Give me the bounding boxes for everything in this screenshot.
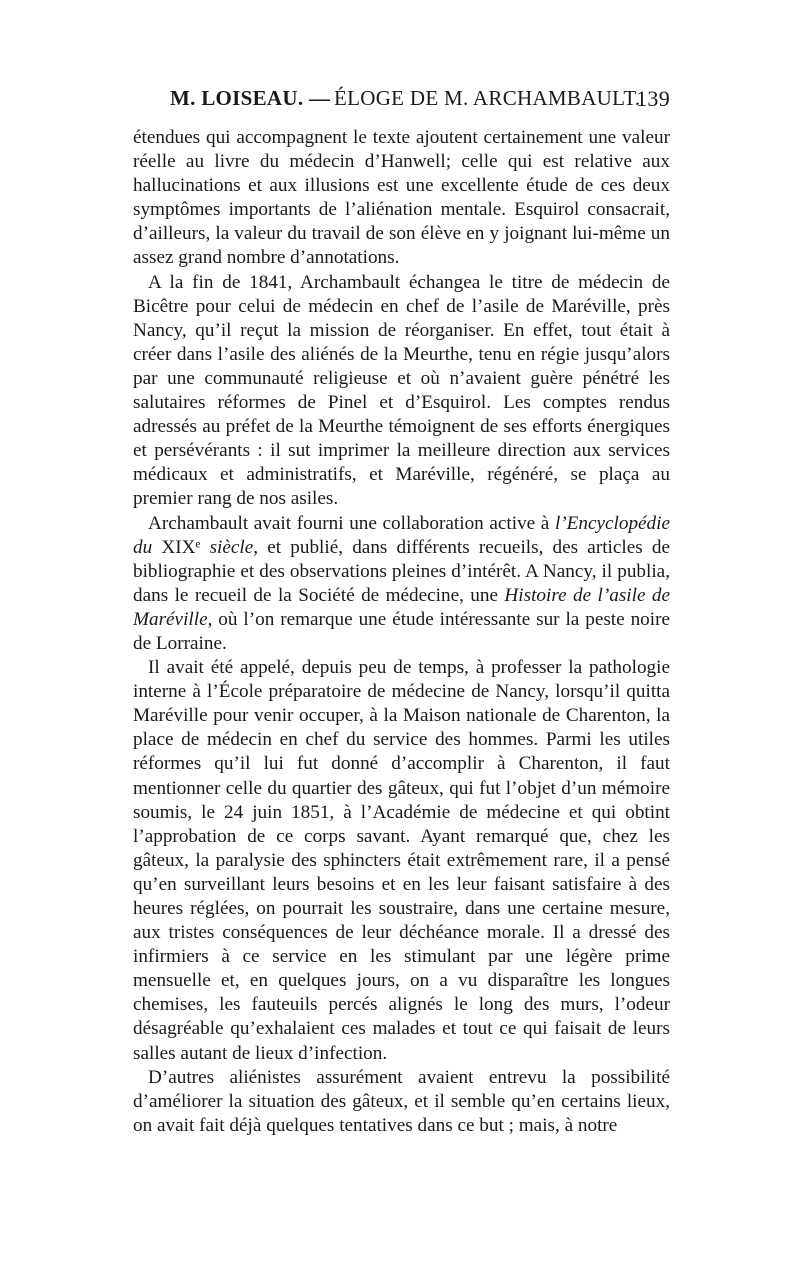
paragraph-text: Archambault avait fourni une collaboration active à [148, 512, 555, 534]
paragraph: étendues qui accompagnent le texte ajoutent certainement une valeur réelle au livre du médecin d’Hanwell; celle qui est relative aux hallucinations et aux illusions est une excellente étude de ces deux symptômes importants de l’aliénation mentale. Esquirol consacrait, d’ailleurs, la valeur du travail de son élève en y joignant lui-même un assez grand nombre d’annotations. [133, 127, 670, 269]
page-number: 139 [636, 86, 670, 111]
paragraph: A la fin de 1841, Archambault échangea le titre de médecin de Bicêtre pour celui de médecin en chef de l’asile de Maréville, près Nancy, qu’il reçut la mission de réorganiser. En effet, tout était à créer dans l’asile des aliénés de la Meurthe, tenu en régie jusqu’alors par une communauté religieuse et où n’avaient guère pénétré les salutaires réformes de Pinel et d’Esquirol. Les comptes rendus adressés au préfet de la Meurthe témoignent de ses efforts énergiques et persévérants : il sut imprimer la meilleure direction aux services médicaux et administratifs, et Maréville, régénéré, se plaça au premier rang de nos asiles. [133, 271, 670, 510]
italic-title: Histoire de l’asile de Maréville [133, 584, 670, 630]
paragraph-text: , où l’on remarque une étude intéressante sur la peste noire de Lorraine. [133, 608, 670, 654]
paragraph [133, 512, 670, 657]
running-header [134, 86, 670, 116]
italic-title: siècle [209, 536, 254, 558]
italic-title: l’Encyclopédie du [133, 512, 670, 558]
paragraph: Il avait été appelé, depuis peu de temps, à professer la pathologie interne à l’École préparatoire de médecine de Nancy, lorsqu’il quitta Maréville pour venir occuper, à la Maison nationale de Charenton, la place de médecin en chef du service des hommes. Parmi les utiles réformes qu’il lui fut donné d’accomplir à Charenton, il faut mentionner celle du quartier des gâteux, qui fut l’objet d’un mémoire soumis, le 24 juin 1851, à l’Académie de médecine et qui obtint l’approbation de ce corps savant. Ayant remarqué que, chez les gâteux, la paralysie des sphincters était extrêmement rare, il a pensé qu’en surveillant leurs besoins et en les leur faisant satisfaire à des heures réglées, on pourrait les soustraire, dans une certaine mesure, aux tristes conséquences de leur déchéance morale. Il a dressé des infirmiers à ce service en les stimulant par une légère prime mensuelle et, en quelques jours, on a vu disparaître les longues chemises, les fauteuils percés alignés le long des murs, l’odeur désagréable qu’exhalaient ces malades et tout ce qui faisait de leurs salles autant de lieux d’infection. [133, 657, 670, 1064]
paragraph: D’autres aliénistes assurément avaient entrevu la possibilité d’améliorer la situation des gâteux, et il semble qu’en certains lieux, on avait fait déjà quelques tentatives dans ce but ; mais, à notre [133, 1066, 670, 1136]
paragraph-text: , et publié, dans différents recueils, des articles de bibliographie et des observations pleines d’intérêt. A Nancy, il publia, dans le recueil de la Société de médecine, une [133, 536, 670, 606]
header-title: ÉLOGE DE M. ARCHAMBAULT. [334, 86, 641, 110]
paragraph-text: XIXᵉ [152, 536, 210, 558]
header-author: M. LOISEAU. — [170, 86, 331, 110]
body-text [133, 126, 670, 1138]
